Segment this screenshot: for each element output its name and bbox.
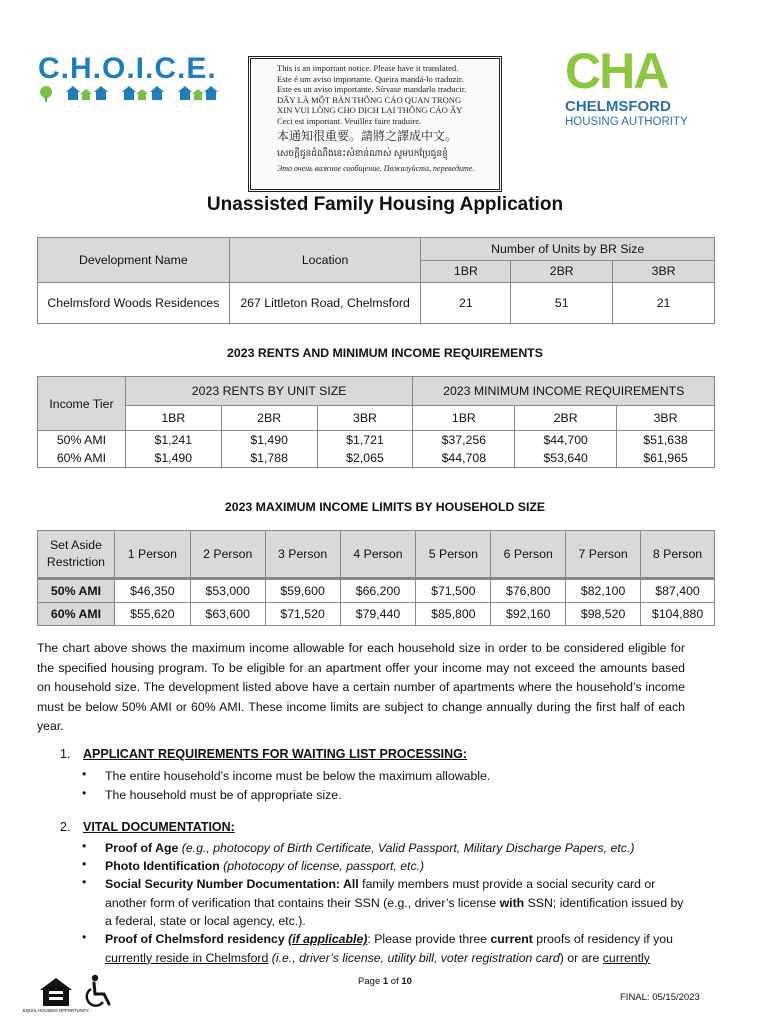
cell-2br: 51 bbox=[511, 283, 613, 324]
cell: $53,640 bbox=[515, 449, 617, 468]
notice-line: This is an important notice. Please have it translated. bbox=[277, 63, 459, 73]
detail-with: with bbox=[499, 895, 525, 910]
notice-line: XIN VUI LÒNG CHO DỊCH LẠI THÔNG CÁO ẤY bbox=[277, 105, 463, 116]
eho-text: EQUAL HOUSING OPPORTUNITY bbox=[22, 1008, 90, 1013]
cell: $1,241 bbox=[125, 431, 221, 450]
row-tier: 60% AMI bbox=[38, 449, 126, 468]
cell-development: Chelmsford Woods Residences bbox=[38, 283, 230, 324]
cell: $1,490 bbox=[125, 449, 221, 468]
notice-line: Este é um aviso importante. Queira mandá-lo traduzir. bbox=[277, 73, 464, 84]
final-date: FINAL: 05/15/2023 bbox=[620, 992, 700, 1003]
set-aside-line1: Set Aside bbox=[49, 538, 102, 552]
detail: current bbox=[490, 932, 533, 946]
cell: $44,708 bbox=[413, 449, 515, 468]
header-3br: 3BR bbox=[613, 260, 715, 283]
bullet-text bbox=[105, 875, 685, 931]
cell-3br: 21 bbox=[613, 283, 715, 324]
detail: : Please provide three bbox=[367, 932, 491, 946]
cha-mark: CHA bbox=[565, 43, 668, 99]
col-header: 2BR bbox=[221, 406, 317, 431]
detail: currently reside in Chelmsford bbox=[105, 950, 269, 965]
page-total: 10 bbox=[401, 976, 412, 987]
cell: $87,400 bbox=[641, 579, 715, 603]
notice-line: Ceci est important. Veuillez faire traduire. bbox=[277, 115, 422, 126]
header-rents-group: 2023 RENTS BY UNIT SIZE bbox=[125, 377, 413, 406]
cell: $85,800 bbox=[416, 603, 491, 626]
header-min-income-group: 2023 MINIMUM INCOME REQUIREMENTS bbox=[413, 377, 715, 406]
max-income-table bbox=[37, 530, 715, 626]
col-header: 7 Person bbox=[566, 531, 641, 579]
header-location: Location bbox=[229, 238, 421, 283]
translation-notice bbox=[248, 56, 502, 192]
page-number bbox=[0, 976, 770, 987]
cell: $53,000 bbox=[190, 579, 265, 603]
col-header: 2 Person bbox=[190, 531, 265, 579]
bullet-text: The entire household’s income must be below the maximum allowable. bbox=[105, 769, 491, 783]
label-residency: Proof of Chelmsford residency bbox=[105, 932, 289, 946]
row-tier: 50% AMI bbox=[38, 431, 126, 450]
table-row bbox=[38, 579, 715, 603]
col-header: 3BR bbox=[317, 406, 413, 431]
page-of: of bbox=[388, 976, 402, 987]
notice-line: ĐÂY LÀ MỘT BẢN THÔNG CÁO QUAN TRỌNG bbox=[277, 94, 462, 105]
cell: $66,200 bbox=[340, 579, 416, 603]
cell: $1,721 bbox=[317, 431, 413, 450]
col-header: 2BR bbox=[515, 406, 617, 431]
notice-line: Это очень важное сообщение. Пожалуйста, переведите. bbox=[277, 163, 475, 173]
col-header: 3BR bbox=[617, 406, 715, 431]
cell: $82,100 bbox=[566, 579, 641, 603]
row-tier: 60% AMI bbox=[38, 603, 115, 626]
section-heading: VITAL DOCUMENTATION: bbox=[83, 820, 235, 834]
cell: $1,490 bbox=[221, 431, 317, 450]
table-row bbox=[38, 603, 715, 626]
cell: $51,638 bbox=[617, 431, 715, 450]
detail: SSN; identification issued by a federal, state or local agency, etc.). bbox=[105, 895, 684, 928]
cell: $92,160 bbox=[491, 603, 566, 626]
section-number: 1. bbox=[60, 747, 71, 761]
set-aside-line2: Restriction bbox=[46, 555, 105, 569]
row-tier: 50% AMI bbox=[38, 579, 115, 603]
page-current: 1 bbox=[382, 976, 389, 987]
rents-heading: 2023 RENTS AND MINIMUM INCOME REQUIREMENTS bbox=[227, 346, 543, 360]
section-heading: APPLICANT REQUIREMENTS FOR WAITING LIST PROCESSING: bbox=[83, 747, 468, 761]
cell-1br: 21 bbox=[421, 283, 511, 324]
cha-name-line1: CHELMSFORD bbox=[565, 98, 671, 115]
header-units: Number of Units by BR Size bbox=[421, 238, 715, 261]
cell-location: 267 Littleton Road, Chelmsford bbox=[229, 283, 421, 324]
cell: $63,600 bbox=[190, 603, 265, 626]
table-row bbox=[38, 449, 715, 468]
cell: $59,600 bbox=[265, 579, 340, 603]
col-header: 3 Person bbox=[265, 531, 340, 579]
cell: $71,520 bbox=[265, 603, 340, 626]
cell: $37,256 bbox=[413, 431, 515, 450]
page-prefix: Page bbox=[358, 976, 383, 987]
max-income-heading: 2023 MAXIMUM INCOME LIMITS BY HOUSEHOLD SIZE bbox=[224, 500, 546, 514]
cell: $76,800 bbox=[491, 579, 566, 603]
eligibility-paragraph: The chart above shows the maximum income allowable for each household size in order to be considered eligible for the specified housing program. To be eligible for an apartment offer your income may not exceed the amounts based on household size. The development listed above have a certain number of apartments where the household’s income must be below 50% AMI or 60% AMI. These income limits are subject to change annually during the first half of each year. bbox=[37, 641, 685, 733]
col-header: 1 Person bbox=[114, 531, 190, 579]
bullet-text: The household must be of appropriate size. bbox=[105, 788, 342, 802]
detail: ) or are bbox=[559, 950, 603, 965]
page-title: Unassisted Family Housing Application bbox=[206, 194, 564, 215]
cell: $98,520 bbox=[566, 603, 641, 626]
section-number: 2. bbox=[60, 820, 71, 834]
cell: $79,440 bbox=[340, 603, 416, 626]
col-header: 5 Person bbox=[416, 531, 491, 579]
choice-logo bbox=[36, 50, 226, 105]
table-row bbox=[38, 431, 715, 450]
cell: $46,350 bbox=[114, 579, 190, 603]
bullet-text bbox=[105, 857, 685, 876]
col-header: 4 Person bbox=[340, 531, 416, 579]
detail: (i.e., driver’s license, utility bill, voter registration card bbox=[268, 950, 560, 965]
cell: $71,500 bbox=[416, 579, 491, 603]
bullet-text bbox=[105, 930, 685, 967]
cell: $1,788 bbox=[221, 449, 317, 468]
label-ssn: Social Security Number Documentation: All bbox=[105, 877, 359, 891]
header-set-aside bbox=[38, 531, 115, 579]
units-table bbox=[37, 237, 715, 324]
detail: proofs of residency if you bbox=[532, 932, 673, 946]
cell: $55,620 bbox=[114, 603, 190, 626]
detail: (if applicable) bbox=[288, 932, 368, 946]
header-2br: 2BR bbox=[511, 260, 613, 283]
bullet-text bbox=[105, 839, 685, 858]
notice-line: 本通知很重要。請將之譯成中文。 bbox=[277, 128, 458, 143]
col-header: 1BR bbox=[413, 406, 515, 431]
col-header: 8 Person bbox=[641, 531, 715, 579]
detail: family members must provide a social security card or another form of verification that contains their SSN (e.g., driver’s license bbox=[105, 877, 656, 910]
detail: (e.g., photocopy of Birth Certificate, Valid Passport, Military Discharge Papers, etc.) bbox=[178, 841, 635, 855]
header-development: Development Name bbox=[38, 238, 230, 283]
cha-name-line2: HOUSING AUTHORITY bbox=[565, 116, 688, 128]
cell: $61,965 bbox=[617, 449, 715, 468]
notice-line: Este es un aviso importante. Sírvase mandarlo traducir. bbox=[277, 84, 467, 95]
header-1br: 1BR bbox=[421, 260, 511, 283]
header-income-tier: Income Tier bbox=[38, 377, 126, 431]
cell: $44,700 bbox=[515, 431, 617, 450]
cha-logo bbox=[565, 43, 725, 141]
label-proof-of-age: Proof of Age bbox=[105, 841, 179, 855]
col-header: 1BR bbox=[125, 406, 221, 431]
cell: $104,880 bbox=[641, 603, 715, 626]
choice-logo-text: C.H.O.I.C.E. bbox=[38, 52, 217, 85]
notice-line: សេចក្តីជូនដំណឹងនេះសំខាន់ណាស់ សូមបកប្រែជូនខ្ញុំ bbox=[277, 147, 448, 158]
col-header: 6 Person bbox=[491, 531, 566, 579]
cell: $2,065 bbox=[317, 449, 413, 468]
detail: (photocopy of license, passport, etc.) bbox=[219, 859, 425, 873]
rents-table bbox=[37, 376, 715, 468]
detail: currently bbox=[602, 950, 650, 965]
label-photo-id: Photo Identification bbox=[105, 859, 220, 873]
